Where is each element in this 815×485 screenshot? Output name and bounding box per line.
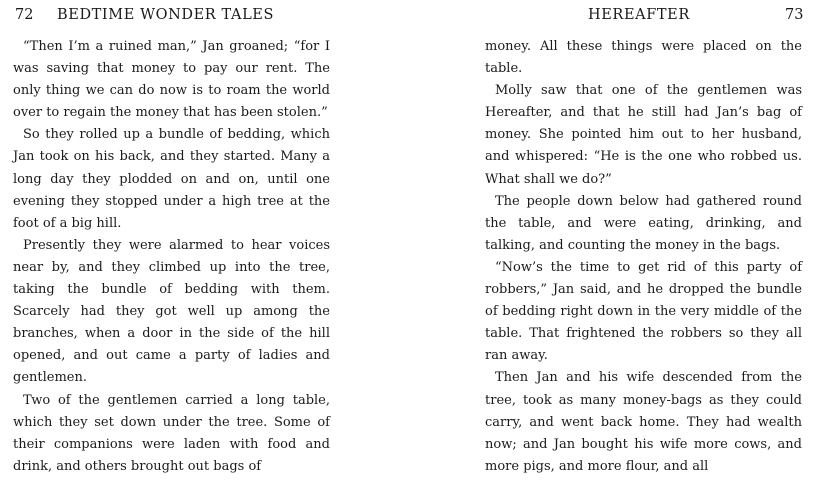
page-number: 73 xyxy=(785,7,804,23)
left-page xyxy=(0,0,407,485)
paragraph: So they rolled up a bundle of bedding, which Jan took on his back, and they started. Many a long day they plodded on and on, until one evening they stopped under a high tree at the foot of a big hill. xyxy=(13,127,330,231)
paragraph: “Now’s the time to get rid of this party of robbers,” Jan said, and he dropped the bundle of bedding right down in the very middle of the table. That frightened the robbers so they all ran away. xyxy=(485,259,802,364)
page-number: 72 xyxy=(15,7,34,23)
running-header: BEDTIME WONDER TALES xyxy=(57,7,275,23)
paragraph: Two of the gentlemen carried a long table, which they set down under the tree. Some of their companions were laden with food and drink, and others brought out bags of xyxy=(13,392,330,474)
paragraph: Molly saw that one of the gentlemen was Hereafter, and that he still had Jan’s bag of money. She pointed him out to her husband, and whispered: “He is the one who robbed us. What shall we do?” xyxy=(485,83,802,187)
page-body xyxy=(485,36,802,478)
paragraph: “Then I’m a ruined man,” Jan groaned; “for I was saving that money to pay our rent. The only thing we can do now is to roam the world over to regain the money that has been stolen.” xyxy=(13,39,330,121)
paragraph: The people down below had gathered round the table, and were eating, drinking, and talking, and counting the money in the bags. xyxy=(485,193,802,253)
running-header: HEREAFTER xyxy=(588,7,690,23)
paragraph: Presently they were alarmed to hear voices near by, and they climbed up into the tree, taking the bundle of bedding with them. Scarcely had they got well up among the branches, when a door in the side of the hill opened, and out came a party of ladies and gentlemen. xyxy=(13,237,330,386)
paragraph: money. All these things were placed on the table. xyxy=(485,39,802,77)
right-page xyxy=(407,0,815,485)
page-body xyxy=(13,36,330,478)
paragraph: Then Jan and his wife descended from the tree, took as many money-bags as they could carry, and went back home. They had wealth now; and Jan bought his wife more cows, and more pigs, and more flour, and all xyxy=(485,370,802,474)
